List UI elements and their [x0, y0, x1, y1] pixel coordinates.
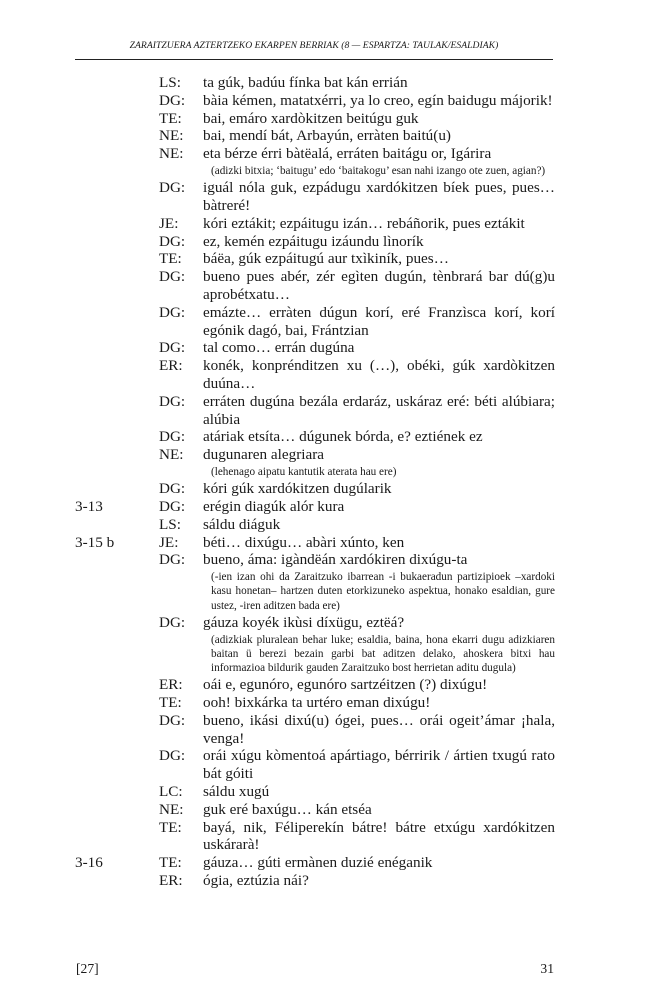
utterance-text: ooh! bixkárka ta urtéro eman dixúgu!: [203, 693, 431, 711]
speaker-label: NE:: [159, 127, 184, 145]
section-number: [27]: [76, 961, 99, 976]
transcript-entry: [0, 233, 645, 251]
transcript-entry: [0, 428, 645, 446]
speaker-label: DG:: [159, 91, 186, 109]
utterance-text: bai, mendí bát, Arbayún, erràten baitú(u): [203, 127, 451, 145]
annotation-note: (adizkiak pluralean behar luke; esaldia, baina, hona ekarri dugu adizkiaren baitan ü berezi bezain garbi bat aditzen delako, ahoskera bitxi hau informazioa bildurik gauden Zaraitzuko bost herrietan aditu dugula): [211, 633, 555, 674]
transcript-entry: [0, 145, 645, 178]
speaker-label: DG:: [159, 268, 186, 286]
transcript-entry: [0, 712, 645, 748]
speaker-label: DG:: [159, 613, 186, 631]
page-number: 31: [540, 961, 554, 976]
utterance-text: kóri gúk xardókitzen dugúlarik: [203, 480, 392, 498]
utterance-text: konék, konprénditzen xu (…), obéki, gúk xardòkitzen duúna…: [203, 357, 555, 392]
transcript-entry: [0, 92, 645, 110]
transcript-entry: [0, 110, 645, 128]
utterance-text: dugunaren alegriara: [203, 446, 325, 464]
transcript: [0, 74, 645, 890]
utterance-text: bayá, nik, Féliperekín bátre! bátre etxúgu xardókitzen uskárarà!: [203, 818, 555, 854]
transcript-entry: [0, 357, 645, 393]
speaker-label: NE:: [159, 446, 184, 464]
transcript-entry: [0, 393, 645, 429]
utterance-text: erráten dugúna bezála erdaráz, uskáraz eré: béti alúbiara; alúbia: [203, 392, 555, 428]
transcript-entry: [0, 268, 645, 304]
transcript-entry: [0, 747, 645, 783]
speaker-label: ER:: [159, 871, 183, 889]
speaker-label: DG:: [159, 392, 186, 410]
transcript-entry: [0, 480, 645, 498]
transcript-entry: [0, 179, 645, 215]
utterance-text: bàia kémen, matatxérri, ya lo creo, egín baidugu májorik!: [203, 91, 553, 109]
utterance-text: béti… dixúgu… abàri xúnto, ken: [203, 533, 405, 551]
transcript-entry: [0, 250, 645, 268]
speaker-label: DG:: [159, 747, 186, 765]
transcript-entry: [0, 446, 645, 479]
transcript-entry: [0, 304, 645, 340]
speaker-label: JE:: [159, 214, 179, 232]
transcript-entry: [0, 127, 645, 145]
utterance-text: bai, emáro xardòkitzen beitúgu guk: [203, 109, 419, 127]
speaker-label: DG:: [159, 179, 186, 197]
transcript-entry: [0, 74, 645, 92]
speaker-label: ER:: [159, 676, 183, 694]
transcript-entry: [0, 801, 645, 819]
transcript-entry: [0, 339, 645, 357]
utterance-text: guk eré baxúgu… kán etséa: [203, 800, 372, 818]
speaker-label: LS:: [159, 515, 181, 533]
speaker-label: JE:: [159, 533, 179, 551]
utterance-text: bueno, ikási dixú(u) ógei, pues… orái ogeit’ámar ¡hala, venga!: [203, 711, 555, 747]
speaker-label: TE:: [159, 109, 182, 127]
speaker-label: TE:: [159, 693, 182, 711]
utterance-text: báëa, gúk ezpáitugú aur txìkiník, pues…: [203, 250, 449, 268]
speaker-label: DG:: [159, 303, 186, 321]
transcript-entry: [0, 819, 645, 855]
transcript-entry: [0, 534, 645, 552]
speaker-label: DG:: [159, 339, 186, 357]
utterance-text: erégin diagúk alór kura: [203, 497, 345, 515]
speaker-label: LC:: [159, 782, 183, 800]
utterance-text: bueno, áma: igàndëán xardókiren dixúgu-ta: [203, 551, 468, 569]
utterance-text: ógia, eztúzia nái?: [203, 871, 309, 889]
utterance-text: bueno pues abér, zér egìten dugún, tènbrará bar dú(g)u aprobétxatu…: [203, 268, 555, 303]
utterance-text: tal como… errán dugúna: [203, 339, 355, 357]
speaker-label: LS:: [159, 74, 181, 91]
speaker-label: NE:: [159, 800, 184, 818]
utterance-text: oái e, egunóro, egunóro sartzéitzen (?) dixúgu!: [203, 676, 488, 694]
speaker-label: TE:: [159, 854, 182, 872]
transcript-entry: [0, 516, 645, 534]
speaker-label: DG:: [159, 428, 186, 446]
utterance-text: sáldu diáguk: [203, 515, 281, 533]
utterance-text: sáldu xugú: [203, 782, 270, 800]
reference-number: 3-15 b: [75, 533, 115, 551]
transcript-entry: [0, 783, 645, 801]
header-rule: [75, 59, 553, 60]
speaker-label: TE:: [159, 818, 182, 836]
transcript-entry: [0, 551, 645, 612]
transcript-entry: [0, 676, 645, 694]
speaker-label: NE:: [159, 145, 184, 163]
transcript-entry: [0, 215, 645, 233]
utterance-text: iguál nóla guk, ezpádugu xardókitzen bíek pues, pues… bàtreré!: [203, 179, 555, 214]
annotation-note: (adizki bitxia; ‘baitugu’ edo ‘baitakogu’ esan nahi izango ote zuen, agian?): [211, 164, 546, 177]
transcript-entry: [0, 872, 645, 890]
running-header: ZARAITZUERA AZTERTZEKO EKARPEN BERRIAK (8 — ESPARTZA: TAULAK/ESALDIAK): [129, 40, 499, 51]
transcript-entry: [0, 498, 645, 516]
utterance-text: kóri eztákit; ezpáitugu izán… rebáñorik, pues eztákit: [203, 214, 525, 232]
utterance-text: ez, kemén ezpáitugu izáundu lìnorík: [203, 232, 424, 250]
utterance-text: emázte… erràten dúgun korí, eré Franzìsca korí, korí egónik dagó, bai, Frántzian: [203, 303, 555, 339]
utterance-text: gáuza koyék ikùsi díxügu, eztëá?: [203, 613, 405, 631]
transcript-entry: [0, 854, 645, 872]
utterance-text: orái xúgu kòmentoá apártiago, bérririk / ártien txugú rato bát góiti: [203, 747, 555, 783]
annotation-note: (-ien izan ohi da Zaraitzuko ibarrean -i bukaeradun partizipioek –xardoki kasu honetan– hartzen duten etorkizuneko aspektua, honako esaldian, gure ustez, -iren aditzen bada ere): [211, 571, 555, 612]
speaker-label: DG:: [159, 551, 186, 569]
speaker-label: DG:: [159, 480, 186, 498]
speaker-label: TE:: [159, 250, 182, 268]
reference-number: 3-13: [75, 497, 103, 515]
speaker-label: DG:: [159, 232, 186, 250]
utterance-text: atáriak etsíta… dúgunek bórda, e? eztiének ez: [203, 428, 483, 446]
transcript-entry: [0, 614, 645, 675]
speaker-label: DG:: [159, 711, 186, 729]
utterance-text: eta bérze érri bàtëalá, erráten baitágu or, Igárira: [203, 145, 492, 163]
speaker-label: DG:: [159, 497, 186, 515]
transcript-entry: [0, 694, 645, 712]
reference-number: 3-16: [75, 854, 103, 872]
utterance-text: gáuza… gúti ermànen duzié enéganik: [203, 854, 433, 872]
speaker-label: ER:: [159, 357, 183, 375]
utterance-text: ta gúk, badúu fínka bat kán errián: [203, 74, 408, 91]
annotation-note: (lehenago aipatu kantutik aterata hau ere): [211, 465, 397, 478]
